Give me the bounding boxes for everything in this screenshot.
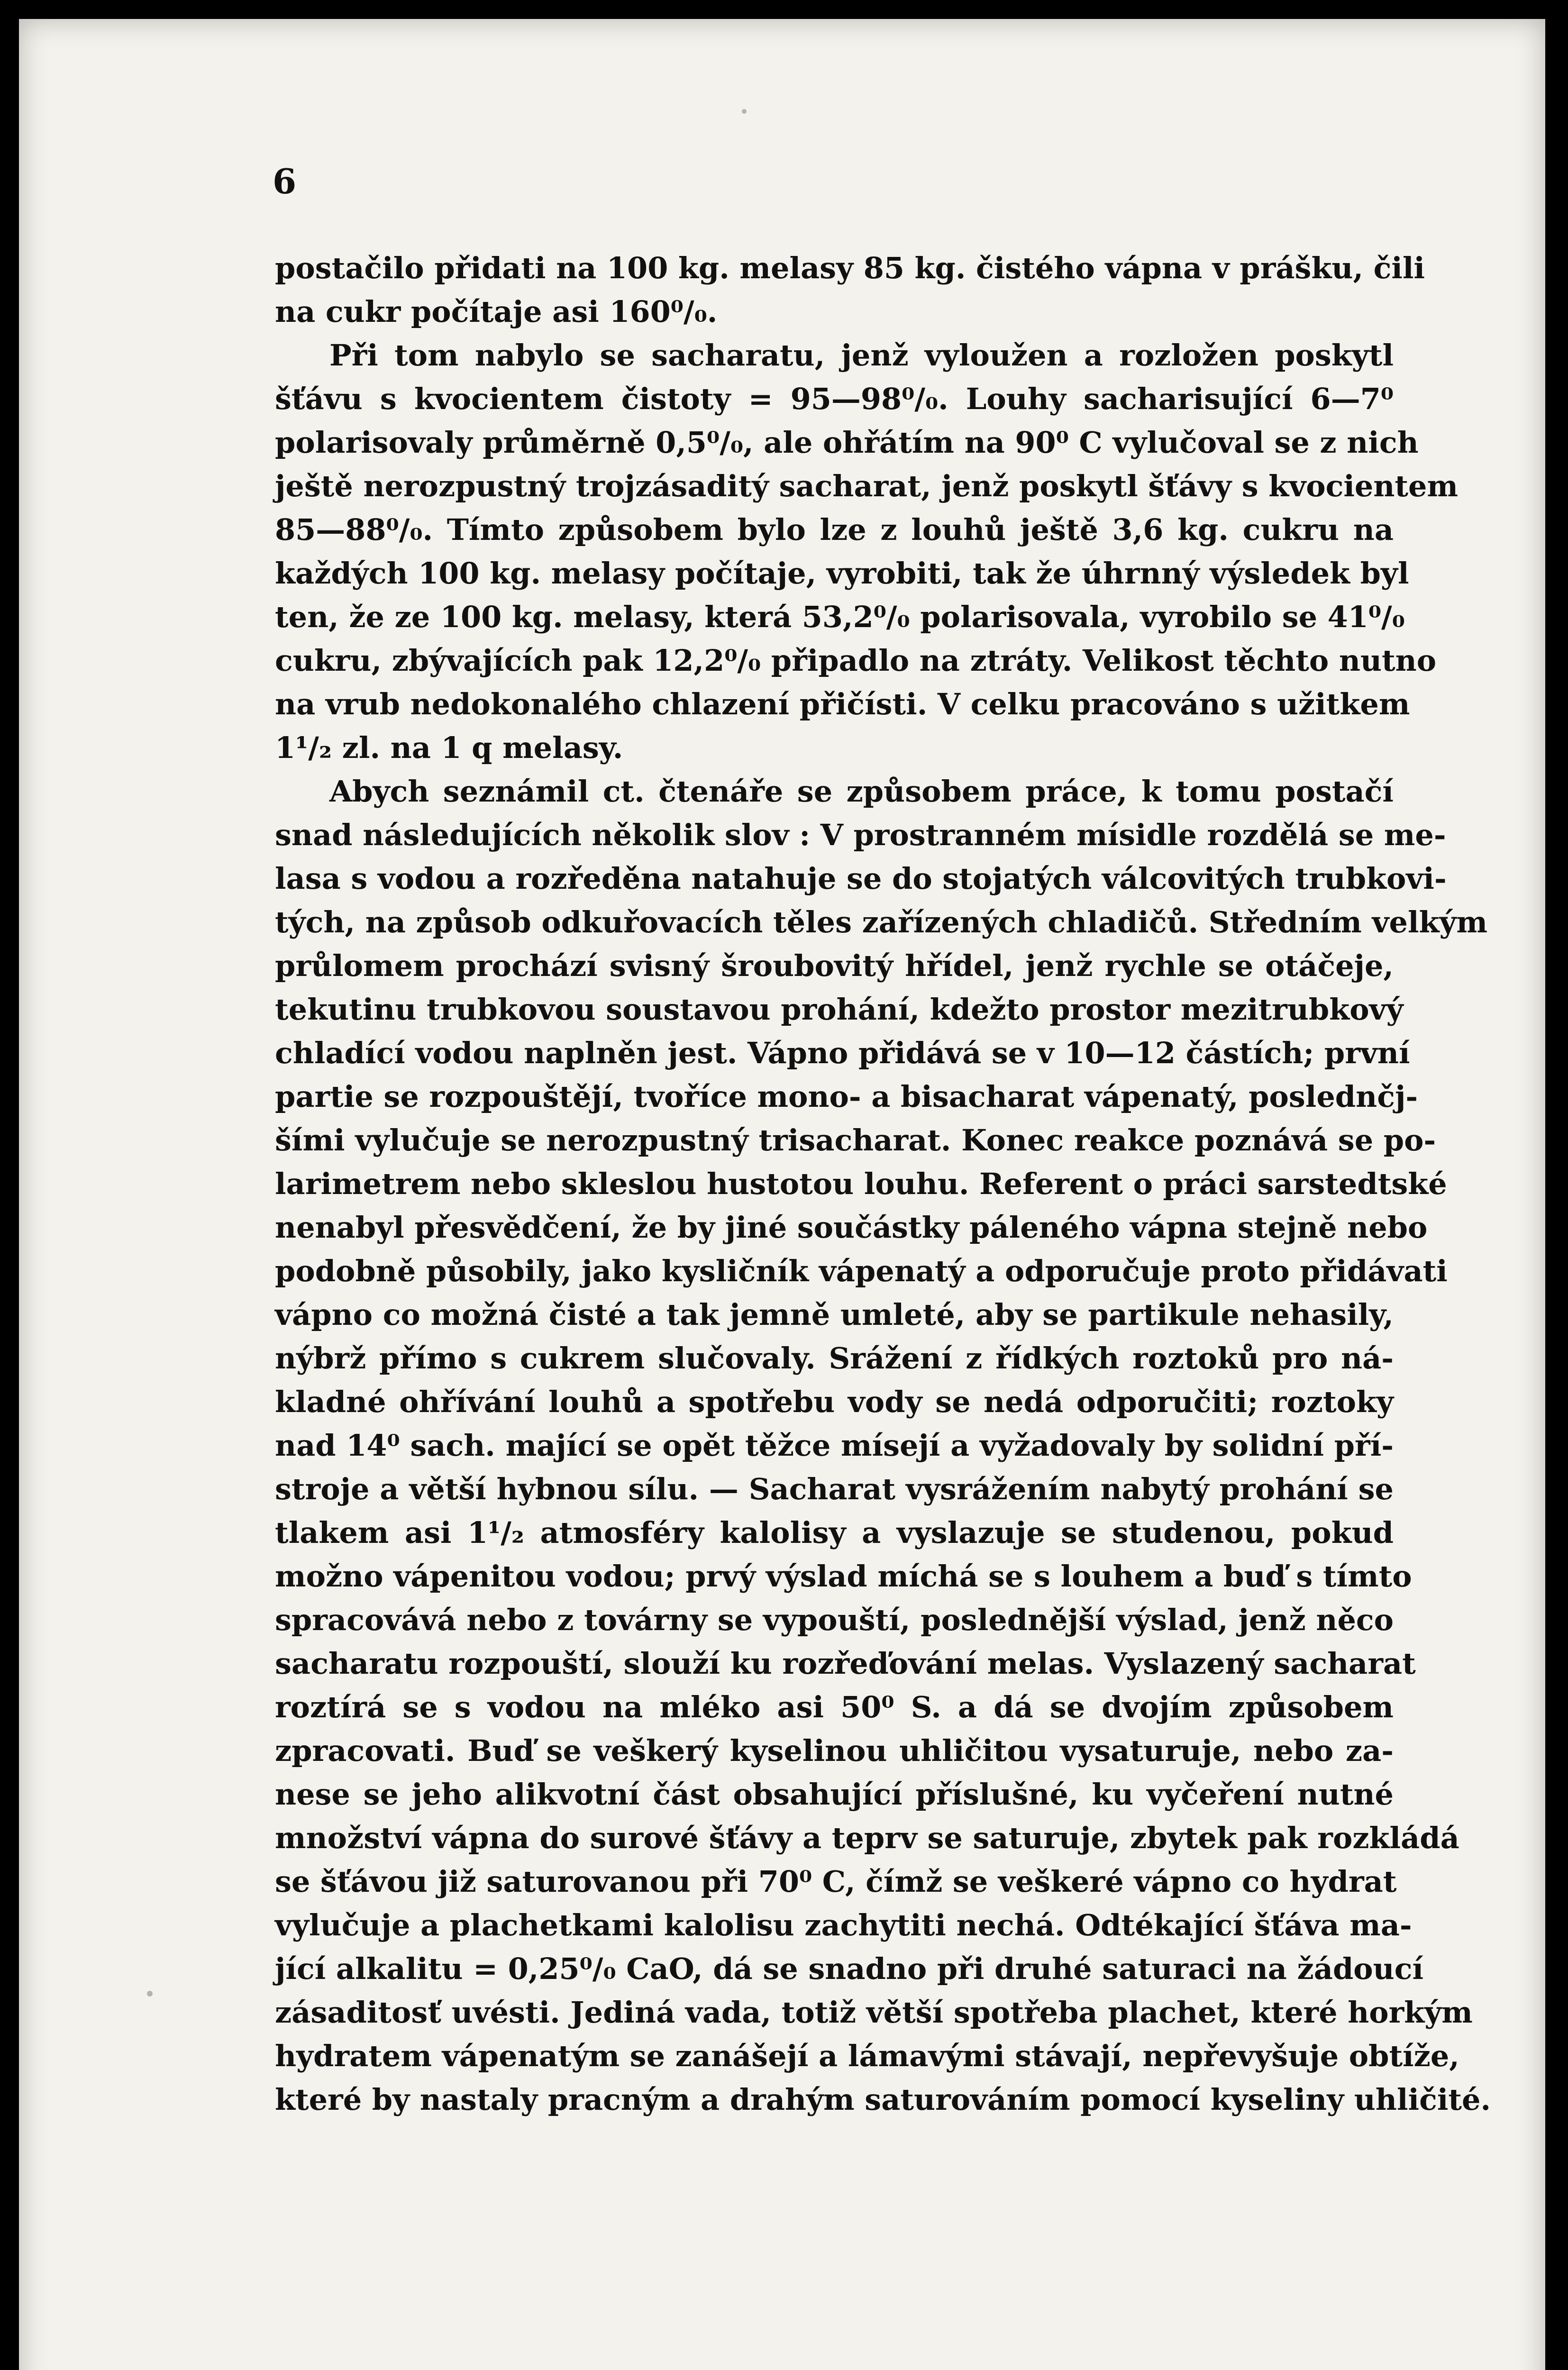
text-line: ještě nerozpustný trojzásaditý sacharat, jenž poskytl šťávy s kvocientem: [275, 469, 1459, 503]
text-line: jící alkalitu = 0,25⁰/₀ CaO, dá se snadno při druhé saturaci na žádoucí: [275, 1951, 1424, 1986]
text-line: cukru, zbývajících pak 12,2⁰/₀ připadlo na ztráty. Velikost těchto nutno: [275, 643, 1437, 678]
text-line: zpracovati. Buď se veškerý kyselinou uhličitou vysaturuje, nebo za-: [275, 1733, 1394, 1768]
page-number: 6: [273, 161, 297, 201]
text-line: možno vápenitou vodou; prvý výslad míchá se s louhem a buď s tímto: [275, 1559, 1412, 1594]
scan-speck: [742, 109, 747, 114]
text-line: každých 100 kg. melasy počítaje, vyrobiti, tak že úhrnný výsledek byl: [275, 556, 1409, 591]
text-line: šími vylučuje se nerozpustný trisacharat. Konec reakce poznává se po-: [275, 1123, 1436, 1158]
text-line: zásaditosť uvésti. Jediná vada, totiž větší spotřeba plachet, které horkým: [275, 1995, 1473, 2030]
text-line: nenabyl přesvědčení, že by jiné součástky páleného vápna stejně nebo: [275, 1210, 1428, 1245]
text-line: nýbrž přímo s cukrem slučovaly. Srážení z řídkých roztoků pro ná-: [275, 1341, 1394, 1376]
scan-speck: [147, 1991, 153, 1996]
text-line: které by nastaly pracným a drahým saturováním pomocí kyseliny uhličité.: [275, 2082, 1491, 2117]
text-line: snad následujících několik slov : V prostranném mísidle rozdělá se me-: [275, 818, 1446, 852]
text-line: 85—88⁰/₀. Tímto způsobem bylo lze z louhů ještě 3,6 kg. cukru na: [275, 512, 1394, 547]
text-line: hydratem vápenatým se zanášejí a lámavými stávají, nepřevyšuje obtíže,: [275, 2039, 1459, 2073]
text-line: chladící vodou naplněn jest. Vápno přidává se v 10—12 částích; první: [275, 1036, 1410, 1070]
text-line: sacharatu rozpouští, slouží ku rozřeďování melas. Vyslazený sacharat: [275, 1646, 1416, 1681]
text-line: Při tom nabylo se sacharatu, jenž vyloužen a rozložen poskytl: [329, 338, 1394, 373]
text-line: stroje a větší hybnou sílu. — Sacharat vysrážením nabytý prohání se: [275, 1472, 1394, 1506]
text-line: 1¹/₂ zl. na 1 q melasy.: [275, 730, 623, 765]
text-line: partie se rozpouštějí, tvoříce mono- a bisacharat vápenatý, poslednčj-: [275, 1079, 1418, 1114]
text-line: průlomem prochází svisný šroubovitý hřídel, jenž rychle se otáčeje,: [275, 948, 1394, 983]
text-line: tekutinu trubkovou soustavou prohání, kdežto prostor mezitrubkový: [275, 992, 1404, 1027]
text-line: podobně působily, jako kysličník vápenatý a odporučuje proto přidávati: [275, 1254, 1448, 1288]
text-line: kladné ohřívání louhů a spotřebu vody se nedá odporučiti; roztoky: [275, 1385, 1394, 1419]
text-line: roztírá se s vodou na mléko asi 50⁰ S. a dá se dvojím způsobem: [275, 1690, 1394, 1724]
text-line: polarisovaly průměrně 0,5⁰/₀, ale ohřátím na 90⁰ C vylučoval se z nich: [275, 425, 1419, 460]
text-line: larimetrem nebo skleslou hustotou louhu. Referent o práci sarstedtské: [275, 1167, 1447, 1201]
text-line: šťávu s kvocientem čistoty = 95—98⁰/₀. Louhy sacharisující 6—7⁰: [275, 382, 1394, 416]
text-line: Abych seznámil ct. čtenáře se způsobem práce, k tomu postačí: [329, 774, 1394, 809]
text-line: množství vápna do surové šťávy a teprv se saturuje, zbytek pak rozkládá: [275, 1821, 1459, 1855]
text-line: tlakem asi 1¹/₂ atmosféry kalolisy a vyslazuje se studenou, pokud: [275, 1515, 1394, 1550]
text-line: na cukr počítaje asi 160⁰/₀.: [275, 294, 718, 329]
text-line: spracovává nebo z továrny se vypouští, poslednější výslad, jenž něco: [275, 1603, 1394, 1637]
paragraph: [275, 334, 1459, 770]
text-line: nad 14⁰ sach. mající se opět těžce mísejí a vyžadovaly by solidní pří-: [275, 1428, 1394, 1463]
paragraph: [275, 770, 1491, 2122]
text-line: nese se jeho alikvotní část obsahující příslušné, ku vyčeření nutné: [275, 1777, 1394, 1812]
text-line: vápno co možná čisté a tak jemně umleté, aby se partikule nehasily,: [275, 1297, 1394, 1332]
text-line: se šťávou již saturovanou při 70⁰ C, čímž se veškeré vápno co hydrat: [275, 1864, 1397, 1899]
text-line: na vrub nedokonalého chlazení přičísti. V celku pracováno s užitkem: [275, 687, 1410, 721]
paragraph: [275, 246, 1425, 334]
text-line: lasa s vodou a rozředěna natahuje se do stojatých válcovitých trubkovi-: [275, 861, 1447, 896]
text-line: vylučuje a plachetkami kalolisu zachytiti nechá. Odtékající šťáva ma-: [275, 1908, 1412, 1942]
text-line: ten, že ze 100 kg. melasy, která 53,2⁰/₀ polarisovala, vyrobilo se 41⁰/₀: [275, 600, 1405, 634]
text-line: postačilo přidati na 100 kg. melasy 85 kg. čistého vápna v prášku, čili: [275, 251, 1425, 285]
body-text: [275, 246, 1491, 2122]
text-line: tých, na způsob odkuřovacích těles zařízených chladičů. Středním velkým: [275, 905, 1488, 939]
